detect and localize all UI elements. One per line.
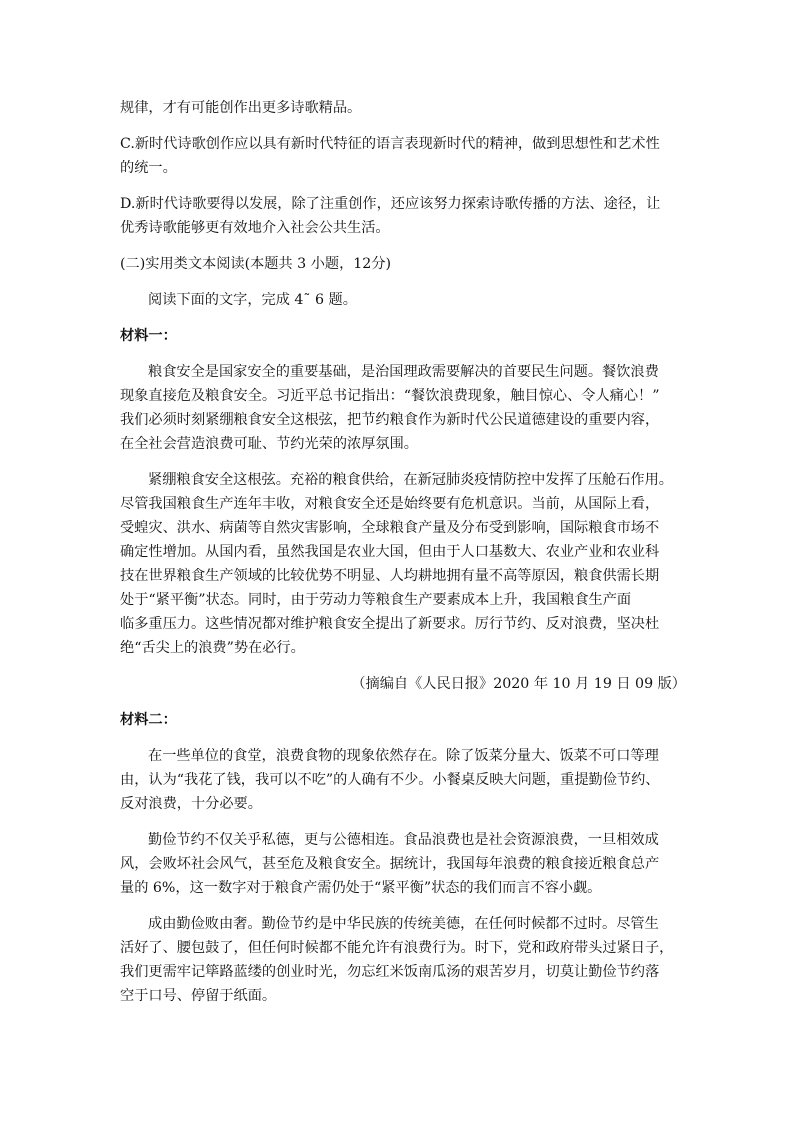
text-line: 处于“紧平衡”状态。同时，由于劳动力等粮食生产要素成本上升，我国粮食生产面 — [120, 592, 632, 608]
text-line: 量的 6%，这一数字对于粮食产需仍处于“紧平衡”状态的我们而言不容小觑。 — [120, 880, 602, 896]
material1-paragraph-1 — [120, 360, 686, 456]
text-line: 粮食安全是国家安全的重要基础，是治国理政需要解决的首要民生问题。餐饮浪费 — [148, 364, 659, 380]
section-instruction — [120, 288, 686, 312]
text-line: 在一些单位的食堂，浪费食物的现象依然存在。除了饭菜分量大、饭菜不可口等理 — [148, 748, 659, 764]
text-line: 紧绷粮食安全这根弦。充裕的粮食供给，在新冠肺炎疫情防控中发挥了压舱石作用。 — [148, 472, 673, 488]
text-line: 的统一。 — [120, 160, 177, 176]
text-line: 勤俭节约不仅关乎私德，更与公德相连。食品浪费也是社会资源浪费，一旦相效成 — [148, 832, 659, 848]
material1-heading: 材料一： — [120, 328, 177, 344]
option-d — [120, 192, 686, 240]
material2-paragraph-2 — [120, 828, 686, 900]
material2-paragraph-1 — [120, 744, 686, 816]
text-line: 风，会败坏社会风气，甚至危及粮食安全。据统计，我国每年浪费的粮食接近粮食总产 — [120, 856, 660, 872]
text-line: 我们更需牢记筚路蓝缕的创业时光，勿忘红米饭南瓜汤的艰苦岁月，切莫让勤俭节约落 — [120, 964, 660, 980]
text-line: 技在世界粮食生产领域的比较优势不明显、人均耕地拥有量不高等原因，粮食供需长期 — [120, 568, 660, 584]
instruction-text: 阅读下面的文字，完成 4˜ 6 题。 — [148, 292, 357, 308]
text-line: 空于口号、停留于纸面。 — [120, 988, 277, 1004]
text-line: 绝“舌尖上的浪费”势在必行。 — [120, 640, 305, 656]
text-line: 规律，才有可能创作出更多诗歌精品。 — [120, 100, 362, 116]
document-page — [120, 96, 686, 1020]
text-line: 成由勤俭败由奢。勤俭节约是中华民族的传统美德，在任何时候都不过时。尽管生 — [148, 916, 659, 932]
material2-paragraph-3 — [120, 912, 686, 1008]
option-b-tail — [120, 96, 686, 120]
text-line: 优秀诗歌能够更有效地介入社会公共生活。 — [120, 220, 390, 236]
section-title-text: (二)实用类文本阅读(本题共 3 小题，12分) — [120, 256, 392, 272]
text-line: 反对浪费，十分必要。 — [120, 796, 262, 812]
text-line: 临多重压力。这些情况都对维护粮食安全提出了新要求。厉行节约、反对浪费，坚决杜 — [120, 616, 660, 632]
material1-source: （摘编自《人民日报》2020 年 10 月 19 日 09 版） — [351, 676, 686, 692]
material2-heading: 材料二： — [120, 712, 177, 728]
text-line: 由，认为“我花了钱，我可以不吃”的人确有不少。小餐桌反映大问题，重提勤俭节约、 — [120, 772, 660, 788]
text-line: 活好了、腰包鼓了，但任何时候都不能允许有浪费行为。时下，党和政府带头过紧日子， — [120, 940, 674, 956]
option-c — [120, 132, 686, 180]
text-line: C.新时代诗歌创作应以具有新时代特征的语言表现新时代的精神，做到思想性和艺术性 — [120, 136, 660, 152]
text-line: 确定性增加。从国内看，虽然我国是农业大国，但由于人口基数大、农业产业和农业科 — [120, 544, 660, 560]
text-line: 我们必须时刻紧绷粮食安全这根弦，把节约粮食作为新时代公民道德建设的重要内容， — [120, 412, 660, 428]
text-line: 尽管我国粮食生产连年丰收，对粮食安全还是始终要有危机意识。当前，从国际上看， — [120, 496, 660, 512]
text-line: 受蝗灾、洪水、病菌等自然灾害影响，全球粮食产量及分布受到影响，国际粮食市场不 — [120, 520, 660, 536]
text-line: 现象直接危及粮食安全。习近平总书记指出：“餐饮浪费现象，触目惊心、令人痛心！” — [120, 388, 660, 404]
section-title — [120, 252, 686, 276]
text-line: D.新时代诗歌要得以发展，除了注重创作，还应该努力探索诗歌传播的方法、途径，让 — [120, 196, 661, 212]
material1-paragraph-2 — [120, 468, 686, 660]
text-line: 在全社会营造浪费可耻、节约光荣的浓厚氛围。 — [120, 436, 418, 452]
